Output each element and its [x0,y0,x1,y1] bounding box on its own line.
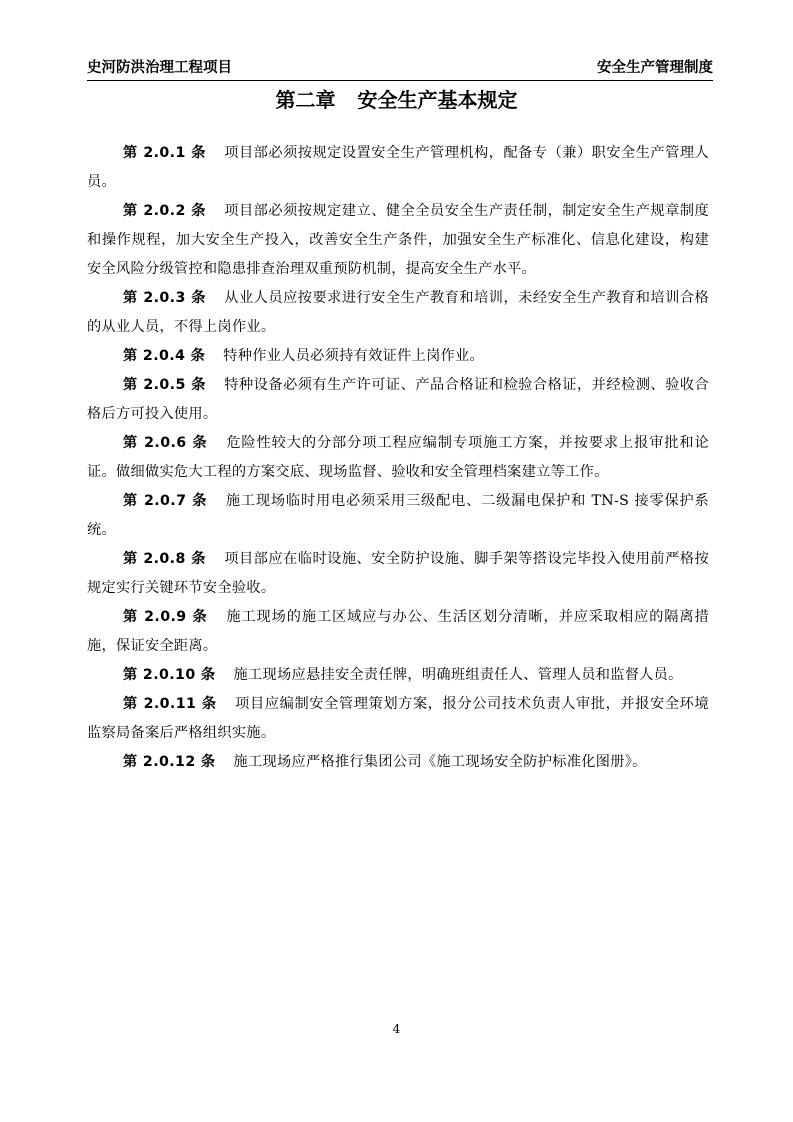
article-text: 施工现场应严格推行集团公司《施工现场安全防护标准化图册》。 [233,754,647,770]
article-2-0-12 [87,748,709,777]
article-number: 第 2.0.1 条 [123,145,207,161]
article-text: 项目部必须按规定设置安全生产管理机构，配备专（兼）职安全生产管理人员。 [87,145,709,190]
article-text: 施工现场临时用电必须采用三级配电、二级漏电保护和 TN-S 接零保护系统。 [87,493,709,538]
article-number: 第 2.0.4 条 [123,348,206,364]
article-number: 第 2.0.5 条 [123,377,207,393]
article-2-0-5 [87,371,709,429]
article-text: 特种设备必须有生产许可证、产品合格证和检验合格证，并经检测、验收合格后方可投入使用。 [87,377,709,422]
article-2-0-2 [87,197,709,284]
article-text: 施工现场应悬挂安全责任牌，明确班组责任人、管理人员和监督人员。 [233,667,683,683]
article-2-0-11 [87,690,709,748]
header-document-name: 安全生产管理制度 [597,60,713,76]
article-2-0-9 [87,603,709,661]
article-text: 项目部应在临时设施、安全防护设施、脚手架等搭设完毕投入使用前严格按规定实行关键环节安全验收。 [87,551,709,596]
chapter-title [0,84,793,116]
article-2-0-7 [87,487,709,545]
article-2-0-6 [87,429,709,487]
article-2-0-4 [87,342,709,371]
page-number: 4 [392,1022,401,1036]
article-number: 第 2.0.2 条 [123,203,207,219]
article-number: 第 2.0.9 条 [123,609,208,625]
article-number: 第 2.0.11 条 [123,696,217,712]
article-2-0-3 [87,284,709,342]
article-text: 特种作业人员必须持有效证件上岗作业。 [223,348,485,364]
header-project-name: 史河防洪治理工程项目 [87,60,232,76]
article-text: 施工现场的施工区域应与办公、生活区划分清晰，并应采取相应的隔离措施，保证安全距离。 [87,609,710,654]
article-text: 危险性较大的分部分项工程应编制专项施工方案，并按要求上报审批和论证。做细做实危大工程的方案交底、现场监督、验收和安全管理档案建立等工作。 [87,435,710,480]
chapter-number: 第二章 [275,88,336,112]
article-2-0-10 [87,661,709,690]
page-header [87,56,713,81]
article-list [87,139,709,777]
article-number: 第 2.0.10 条 [123,667,216,683]
article-text: 从业人员应按要求进行安全生产教育和培训，未经安全生产教育和培训合格的从业人员，不得上岗作业。 [87,290,709,335]
chapter-heading: 安全生产基本规定 [357,88,518,112]
article-2-0-8 [87,545,709,603]
article-text: 项目部必须按规定建立、健全全员安全生产责任制，制定安全生产规章制度和操作规程，加大安全生产投入，改善安全生产条件，加强安全生产标准化、信息化建设，构建安全风险分级管控和隐患排查治理双重预防机制，提高安全生产水平。 [87,203,709,277]
article-text: 项目应编制安全管理策划方案，报分公司技术负责人审批，并报安全环境监察局备案后严格组织实施。 [87,696,709,741]
article-number: 第 2.0.12 条 [123,754,216,770]
article-number: 第 2.0.3 条 [123,290,207,306]
article-number: 第 2.0.6 条 [123,435,208,451]
article-2-0-1 [87,139,709,197]
article-number: 第 2.0.8 条 [123,551,207,567]
article-number: 第 2.0.7 条 [123,493,208,509]
